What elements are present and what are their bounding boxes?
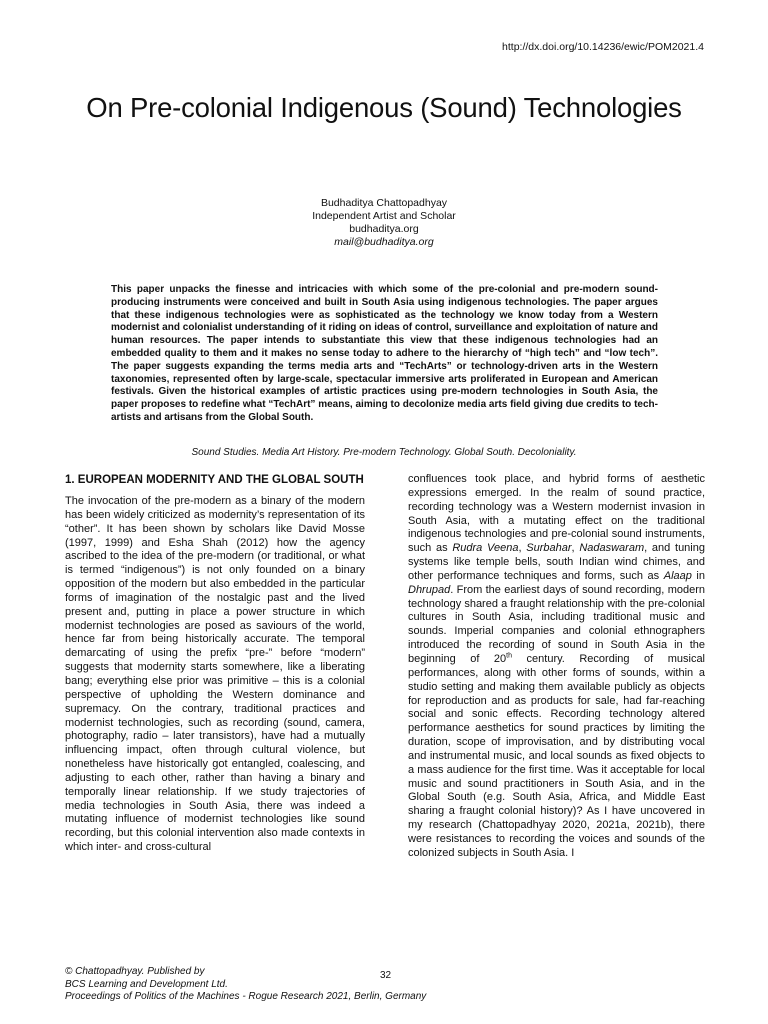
paper-title: On Pre-colonial Indigenous (Sound) Technologies xyxy=(86,92,682,123)
left-column xyxy=(65,473,365,855)
author-name: Budhaditya Chattopadhyay xyxy=(320,197,448,209)
footer-proceedings: Proceedings of Politics of the Machines - Rogue Research 2021, Berlin, Germany xyxy=(65,991,427,1002)
separator-comma: , xyxy=(518,542,527,555)
author-email[interactable]: mail@budhaditya.org xyxy=(334,236,434,248)
term-surbahar: Surbahar xyxy=(526,542,572,555)
separator-comma: , xyxy=(571,542,580,555)
author-affiliation: Independent Artist and Scholar xyxy=(312,210,456,222)
footer-publisher: BCS Learning and Development Ltd. xyxy=(65,978,228,990)
term-dhrupad: Dhrupad xyxy=(408,583,451,596)
term-rudra-veena: Rudra Veena xyxy=(452,542,519,555)
page-number: 32 xyxy=(380,970,392,981)
right-column-paragraph xyxy=(408,473,705,861)
term-nadaswaram: Nadaswaram xyxy=(579,542,645,555)
right-text-part-4: century. Recording of musical performances, along with other forms of sounds, within a studio setting and making them available publicly as objects for reproduction and as products for sale, had far-reaching social and sonic effects. Recording technology altered performance aesthetics for sound practices by limiting the duration, scope of improvisation, and by distributing vocal and instrumental music, and local sounds as fixed objects to a mass audience for the first time. Was it acceptable for local music and sound practitioners in South Asia, and in the Global South (e.g. South Asia, Africa, and Middle East sharing a fraught colonial history)? As I have uncovered in my research (Chattopadhyay 2020, 2021a, 2021b), there were resistances to recording the voices and sounds of the colonized subjects in South Asia. I xyxy=(408,652,706,859)
right-text-part-1: confluences took place, and hybrid forms of aesthetic expressions emerged. In the realm of sound practice, recording technology was a Western modernist invasion in South Asia, with a mutating effect on the traditional indigenous technologies and pre-colonial sound instruments, such as xyxy=(408,473,705,555)
connector-in: in xyxy=(691,569,705,582)
ordinal-superscript: th xyxy=(506,652,513,660)
author-block xyxy=(0,197,768,249)
left-column-paragraph: The invocation of the pre-modern as a binary of the modern has been widely criticized as modernity’s representation of its “other”. It has been shown by scholars like David Mosse (1997, 1999) and Esha Shah (2012) how the agency ascribed to the idea of the pre-modern (or traditional, or what is termed “indigenous”) is not only founded on a binary opposition of the modern but also embedded in the particular forms of imagination of the nostalgic past and the lived present and, putting in place a power structure in which modernist technologies are posed as saviours of the world, hence far from being historically accurate. The temporal demarcating of using the prefix “pre-” before “modern” suggests that modernity starts somewhere, like a liberating bang; everything else prior was primitive – this is a colonial perspective of upholding the Western dominance and supremacy. On the contrary, traditional practices and modernist technologies, such as recording (sound, camera, photography, radio – later transistors), have had a mutually influencing impact, often through cultural violence, but nonetheless have historically got entangled, coalescing, and adjusting to each other, rather than having a binary and temporally linear relationship. If we study trajectories of media technologies in South Asia, there was indeed a mutating influence of modernist technologies like sound recording, but this colonial intervention also made contexts in which inter- and cross-cultural xyxy=(65,495,365,854)
author-website[interactable]: budhaditya.org xyxy=(349,223,419,235)
right-column xyxy=(408,473,705,861)
right-text-part-3: . From the earliest days of sound recording, modern technology shared a fraught relationship with the pre-colonial cultures in South Asia, including traditional music and sounds. Imperial companies and colonial ethnographers introduced the recording of sound in South Asia in the beginning of 20 xyxy=(408,583,705,665)
footer-credits xyxy=(65,966,426,1004)
right-text-part-2: , and tuning systems like temple bells, south Indian wind chimes, and other performance techniques and forms, such as xyxy=(408,542,705,582)
keywords: Sound Studies. Media Art History. Pre-modern Technology. Global South. Decoloniality. xyxy=(191,447,577,458)
section-heading: 1. EUROPEAN MODERNITY AND THE GLOBAL SOUTH xyxy=(65,474,364,486)
footer-copyright: © Chattopadhyay. Published by xyxy=(65,966,205,977)
doi-link[interactable]: http://dx.doi.org/10.14236/ewic/POM2021.4 xyxy=(502,41,704,53)
abstract: This paper unpacks the finesse and intricacies with which some of the pre-colonial and pre-modern sound-producing instruments were conceived and built in South Asia using indigenous technologies. The paper argues that these indigenous technologies were as sophisticated as the technology we know today from a Western modernist and colonialist understanding of it riding on ideas of control, surveillance and exploitation of nature and human resources. The paper intends to substantiate this view that these indigenous technologies had an embedded quality to them and it makes no sense today to adhere to the hierarchy of “high tech” and “low tech”. The paper suggests expanding the terms media arts and “TechArts” or technology-driven arts in the Western taxonomies, represented often by large-scale, spectacular immersive arts proliferated in European and American festivals. Given the historical examples of artistic practices using pre-modern technologies in South Asia, the paper proposes to redefine what “TechArt” means, aiming to decolonize media arts field giving due credits to tech-artists and artisans from the Global South. xyxy=(111,284,658,423)
term-alaap: Alaap xyxy=(663,569,692,582)
